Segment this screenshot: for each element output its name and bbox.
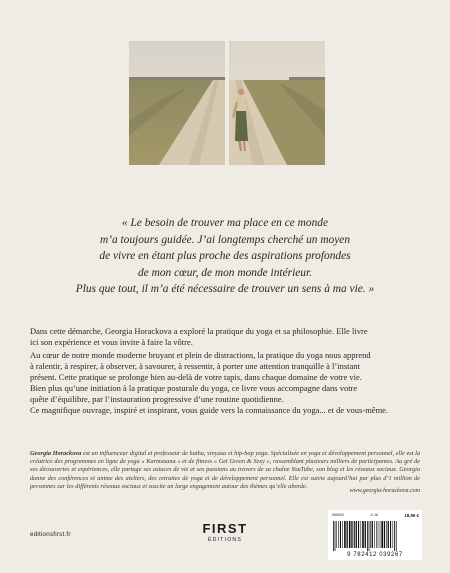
body-line: présent. Cette pratique se prolonge bien au-delà de votre tapis, dans chaque domaine de votre vie. [30,372,362,382]
description-body [30,326,420,416]
body-line: Ce magnifique ouvrage, inspiré et inspirant, vous guide vers la connaissance du yoga... et de vous-même. [30,405,389,415]
body-line: quête d’équilibre, par l’instauration progressive d’une routine quotidienne. [30,394,284,404]
pull-quote [60,215,390,298]
quote-line: Plus que tout, il m’a été nécessaire de trouver un sens à ma vie. » [75,283,375,295]
publisher-logo [190,522,260,543]
publisher-website: editionsfirst.fr [30,531,71,538]
body-line: Au cœur de notre monde moderne bruyant et plein de distractions, la pratique du yoga nous apprend [30,350,371,360]
quote-line: de mon cœur, de mon monde intérieur. [138,266,312,279]
body-line: Dans cette démarche, Georgia Horackova a exploré la pratique du yoga et sa philosophie. Elle livre [30,326,368,336]
road-photo-right [229,41,325,165]
product-code: 059002 [332,513,344,517]
author-bio [30,450,420,491]
edition-code: X-18 [370,513,378,517]
quote-line: m’a toujours guidée. J’ai longtemps cherché un moyen [99,233,351,246]
isbn-number: 9 782412 039267 [347,552,403,558]
price-label: 18,95 € [404,513,419,518]
body-line: ici son expérience et vous invite à faire la vôtre. [30,337,193,347]
body-line: à ralentir, à respirer, à observer, à savourer, à ressentir, à porter une attention tranquille à l’instant [30,361,360,371]
bio-text: est un influenceur digital et professeur de hatha, vinyasa et hip-hop yoga. Spécialisée en yoga et développement personnel, elle est la créatrice des programmes en ligne de yoga « Karmasana » et de fitness « Get Green & Sexy », rassemblant plusieurs milliers de participantes. Au gré de ses découvertes et expériences, elle partage ses astuces de vie et ses passions au travers de sa chaîne YouTube, son blog et les réseaux sociaux. Georgia donne des conférences et anime des ateliers, des retraites de yoga et de développement personnel. Elle est suivie aujourd’hui par plus d’1 million de personnes sur les différents réseaux sociaux et suscite un large engagement autour des thèmes qu’elle aborde. [30,450,420,490]
logo-wordmark: FIRST [202,521,248,536]
author-website: www.georgia-horackova.com [349,488,420,494]
road-photo-left [129,41,225,165]
logo-subtitle: ÉDITIONS [207,537,243,543]
barcode-icon [332,521,418,551]
quote-line: de vivre en étant plus proche des aspirations profondes [99,250,351,262]
quote-line: « Le besoin de trouver ma place en ce monde [121,217,329,229]
author-name: Georgia Horackova [30,450,82,457]
barcode-meta [332,513,419,518]
barcode-panel [328,510,422,560]
body-line: Bien plus qu’une initiation à la pratique posturale du yoga, ce livre vous accompagne dans votre [30,383,358,393]
